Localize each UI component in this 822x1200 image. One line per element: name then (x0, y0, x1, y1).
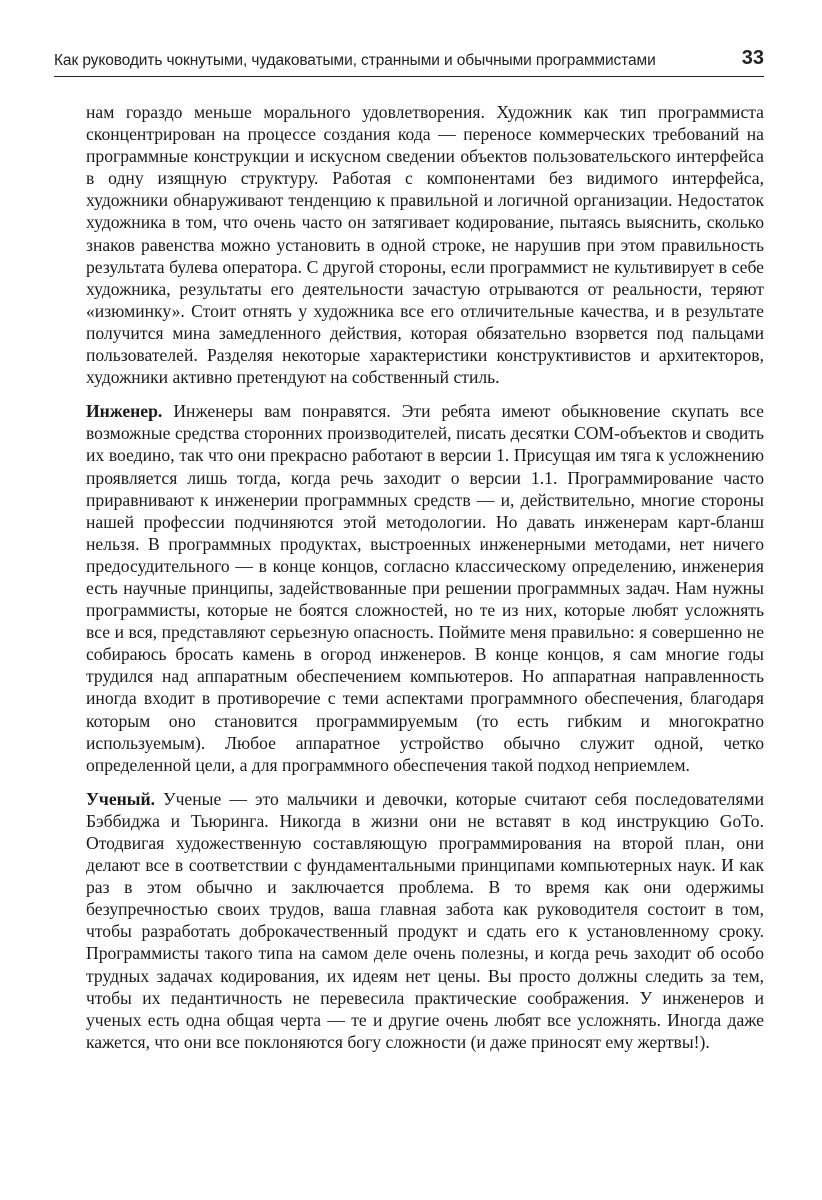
paragraph-text: Ученые — это мальчики и девочки, которые считают себя последователями Бэббиджа и Тьюринга. Никогда в жизни они не вставят в код инструкцию GoTo. Отодвигая художественную составляющую программирования на второй план, они делают все в соответствии с фундаментальными принципами компьютерных наук. И как раз в этом обычно и заключается проблема. В то время как они одержимы безупречностью своих трудов, ваша главная забота как руководителя состоит в том, чтобы разработать доброкачественный продукт и сдать его к установленному сроку. Программисты такого типа на самом деле очень полезны, и когда речь заходит об особо трудных задачах кодирования, их идеям нет цены. Вы просто должны следить за тем, чтобы их педантичность не перевесила практические соображения. У инженеров и ученых есть одна общая черта — те и другие очень любят все усложнять. Иногда даже кажется, что они все поклоняются богу сложности (и даже приносят ему жертвы!). (86, 788, 764, 1052)
paragraph-lead-engineer: Инженер. (86, 401, 163, 422)
running-title: Как руководить чокнутыми, чудаковатыми, странными и обычными программистами (54, 52, 656, 69)
paragraph-text: нам гораздо меньше морального удовлетворения. Художник как тип программиста сконцентрирован на процессе создания кода — переносе коммерческих требований на программные конструкции и искусном сведении объектов пользовательского интерфейса в одну изящную структуру. Работая с компонентами без видимого интерфейса, художники обнаруживают тенденцию к правильной и логичной организации. Недостаток художника в том, что очень часто он затягивает кодирование, пытаясь выяснить, сколько знаков равенства можно установить в одной строке, не нарушив при этом правильность результата булева оператора. С другой стороны, если программист не культивирует в себе художника, результаты его деятельности зачастую отрываются от реальности, теряют «изюминку». Стоит отнять у художника все его отличительные качества, и в результате получится мина замедленного действия, которая обязательно взорвется под пальцами пользователей. Разделяя некоторые характеристики конструктивистов и архитекторов, художники активно претендуют на собственный стиль. (86, 102, 764, 388)
paragraph-scientist (86, 788, 764, 1053)
paragraph-text: Инженеры вам понравятся. Эти ребята имеют обыкновение скупать все возможные средства сторонних производителей, писать десятки COM-объектов и сводить их воедино, так что они прекрасно работают в версии 1. Присущая им тяга к усложнению проявляется лишь тогда, когда речь заходит о версии 1.1. Программирование часто приравнивают к инженерии программных средств — и, действительно, многие стороны нашей профессии подчиняются этой методологии. Но давать инженерам карт-бланш нельзя. В программных продуктах, выстроенных инженерными методами, нет ничего предосудительного — в конце концов, согласно классическому определению, инженерия есть научные принципы, задействованные при решении программных задач. Нам нужны программисты, которые не боятся сложностей, но те из них, которые любят усложнять все и вся, представляют серьезную опасность. Поймите меня правильно: я совершенно не собираюсь бросать камень в огород инженеров. В конце концов, я сам многие годы трудился над аппаратным обеспечением компьютеров. Но аппаратная направленность иногда входит в противоречие с теми аспектами программного обеспечения, благодаря которым оно становится программируемым (то есть гибким и многократно используемым). Любое аппаратное устройство обычно служит одной, четко определенной цели, а для программного обеспечения такой подход неприемлем. (86, 401, 764, 775)
paragraph-lead-scientist: Ученый. (86, 788, 156, 809)
paragraph-artist-continued (86, 101, 764, 388)
paragraph-engineer (86, 400, 764, 776)
running-header (54, 40, 764, 77)
page-number: 33 (741, 47, 764, 69)
body-text (86, 101, 764, 1065)
